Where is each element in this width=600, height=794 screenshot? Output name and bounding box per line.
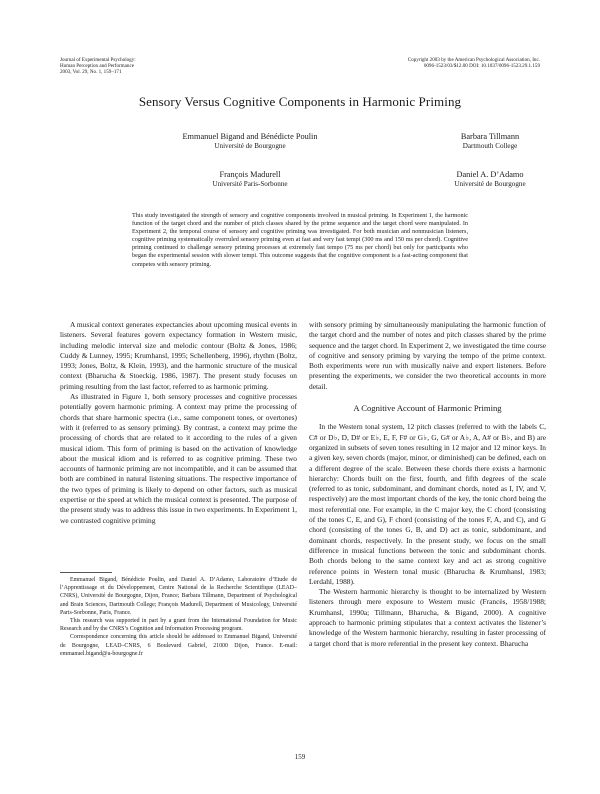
author-footnotes	[60, 576, 297, 658]
author-name: Emmanuel Bigand and Bénédicte Poulin	[182, 132, 318, 141]
paper-title: Sensory Versus Cognitive Components in Harmonic Priming	[138, 94, 462, 109]
journal-section: Human Perception and Performance	[60, 63, 134, 70]
left-column	[60, 320, 297, 526]
author-affiliation: Université de Bourgogne	[214, 142, 286, 150]
author-name: Barbara Tillmann	[460, 132, 520, 141]
correspondence-footnote: Correspondence concerning this article should be addressed to Emmanuel Bigand, Université de Bourgogne, LEAD–CNRS, 6 Boulevard Gabriel, 21000 Dijon, France. E-mail: emmanuel.bigand@u-bourgogne.fr	[60, 634, 297, 657]
author-name: François Madurell	[219, 170, 281, 179]
footnote-divider	[60, 572, 112, 573]
author-affiliation: Dartmouth College	[462, 142, 518, 150]
journal-name: Journal of Experimental Psychology:	[60, 57, 136, 63]
journal-header	[60, 57, 136, 76]
doi-line: 0096-1523/03/$12.00 DOI: 10.1037/0096-1523.29.1.159	[423, 63, 540, 70]
author-block	[150, 170, 350, 189]
journal-volume: 2003, Vol. 29, No. 1, 159–171	[60, 69, 122, 76]
body-paragraph: with sensory priming by simultaneously manipulating the harmonic function of the target chord and the number of notes and pitch classes shared by the prime sequence and the target chord. In Experiment 2, we investigated the time course of cognitive and sensory priming by varying the tempo of the prime context. Both experiments were run with musically naive and expert listeners. Before presenting the experiments, we consider the two theoretical accounts in more detail.	[309, 320, 546, 391]
section-heading: A Cognitive Account of Harmonic Priming	[353, 403, 502, 414]
body-paragraph: A musical context generates expectancies about upcoming musical events in listeners. Several features govern expectancy formation in Western music, including melodic interval size and melodic contour (Boltz & Jones, 1986; Cuddy & Lunney, 1995; Krumhansl, 1995; Schellenberg, 1996), rhythm (Boltz, 1993; Jones, Boltz, & Klein, 1993), and the harmonic structure of the musical context (Bharucha & Stoeckig, 1986, 1987). The present study focuses on priming resulting from the last factor, referred to as harmonic priming.	[60, 320, 297, 391]
author-name: Daniel A. D’Adamo	[456, 170, 524, 179]
affiliation-footnote: Emmanuel Bigand, Bénédicte Poulin, and Daniel A. D’Adamo, Laboratoire d’Etude de l’Apprentissage et du Développement, Centre National de la Recherche Scientifique (LEAD–CNRS), Université de Bourgogne, Dijon, France; Barbara Tillmann, Department of Psychological and Brain Sciences, Dartmouth College; François Madurell, Department of Musicology, Université Paris-Sorbonne, Paris, France.	[60, 577, 297, 616]
author-affiliation: Université Paris-Sorbonne	[212, 180, 288, 188]
author-affiliation: Université de Bourgogne	[454, 180, 526, 188]
right-column	[309, 320, 546, 649]
page-number: 159	[294, 753, 306, 761]
copyright-header	[408, 57, 540, 69]
body-paragraph: In the Western tonal system, 12 pitch classes (referred to with the labels C, C# or D♭, D, D# or E♭, E, F, F# or G♭, G, G# or A♭, A, A# or B♭, and B) are organized in subsets of seven tones resulting in 12 major and 12 minor keys. In a given key, seven chords (major, minor, or diminished) can be defined, each on a different degree of the scale. Between these chords there exists a harmonic hierarchy: Chords built on the first, fourth, and fifth degrees of the scale (referred to as tonic, subdominant, and dominant chords, noted as I, IV, and V, respectively) are the most important chords of the key, the tonic chord being the most referential one. For example, in the C major key, the C chord (consisting of the tones C, E, and G), F chord (consisting of the tones F, A, and C), and G chord (consisting of the tones G, B, and D) act as tonic, subdominant, and dominant chords, respectively. In the present study, we focus on the small difference in musical functions between the tonic and subdominant chords. Both chords belong to the same context key and act as strong cognitive reference points in Western tonal music (Bharucha & Krumhansl, 1983; Lerdahl, 1988).	[309, 422, 546, 586]
author-block	[150, 132, 350, 151]
funding-footnote: This research was supported in part by a grant from the International Foundation for Music Research and by the CNRS’s Cognition and Information Processing program.	[60, 618, 297, 633]
body-paragraph: The Western harmonic hierarchy is thought to be internalized by Western listeners through mere exposure to Western music (Francès, 1958/1988; Krumhansl, 1990a; Tillmann, Bharucha, & Bigand, 2000). A cognitive approach to harmonic priming stipulates that a context activates the listener’s knowledge of the Western harmonic hierarchy, resulting in faster processing of a target chord that is more referential in the present key context. Bharucha	[309, 587, 546, 648]
author-block	[420, 132, 560, 151]
copyright-line: Copyright 2003 by the American Psychological Association, Inc.	[407, 57, 540, 63]
author-block	[420, 170, 560, 189]
abstract: This study investigated the strength of sensory and cognitive components involved in musical priming. In Experiment 1, the harmonic function of the target chord and the number of pitch classes shared by the prime sequence and the target chord were manipulated. In Experiment 2, the temporal course of sensory and cognitive priming was investigated. For both musician and nonmusician listeners, cognitive priming systematically overruled sensory priming even at fast and very fast tempi (300 ms and 150 ms per chord). Cognitive priming continued to challenge sensory priming processes at extremely fast tempo (75 ms per chord) but only for participants who began the experimental session with slower tempi. This outcome suggests that the cognitive component is a fast-acting component that competes with sensory priming.	[132, 212, 468, 268]
body-paragraph: As illustrated in Figure 1, both sensory processes and cognitive processes potentially govern harmonic priming. A context may prime the processing of chords that share harmonic spectra (i.e., same component tones, or overtones) with it (referred to as sensory priming). By contrast, a context may prime the processing of chords that are related to it according to the rules of a given musical idiom. This form of priming is based on the activation of knowledge about the musical idiom and is referred to as cognitive priming. These two accounts of harmonic priming are not incompatible, and it can be assumed that both are combined in natural listening situations. The respective importance of the two types of priming is likely to depend on other factors, such as musical expertise or the speed at which the musical context is presented. The purpose of the present study was to address this issue in two experiments. In Experiment 1, we contrasted cognitive priming	[60, 392, 297, 525]
